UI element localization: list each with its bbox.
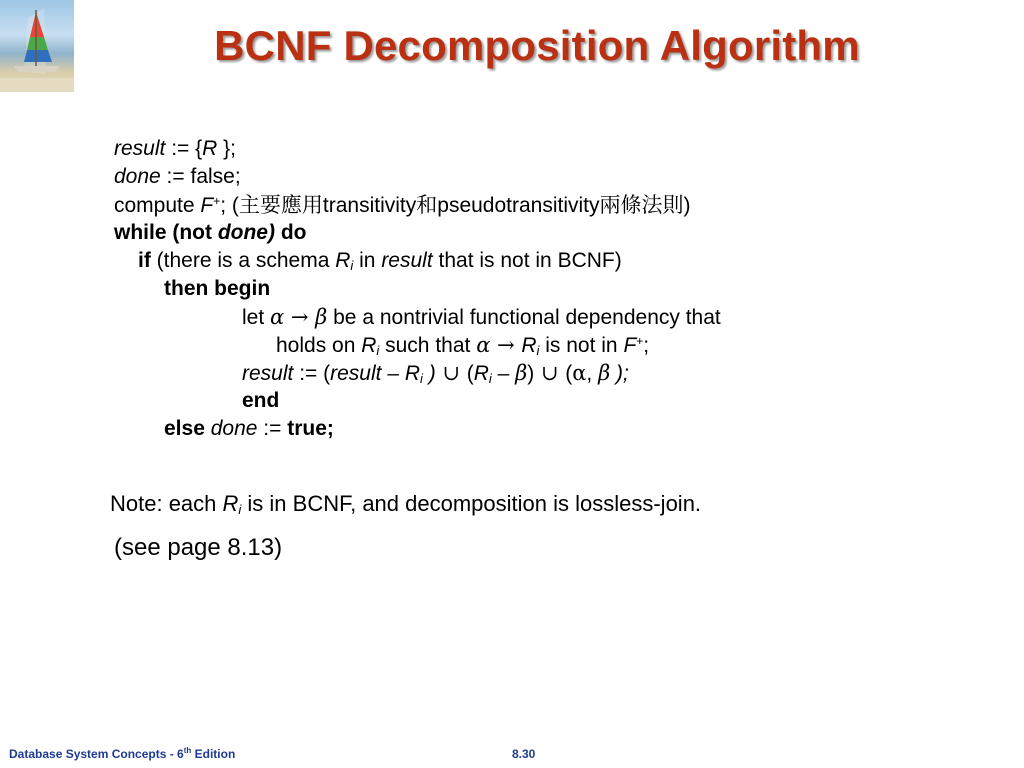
text: := false; [160,165,241,188]
superscript: th [183,746,192,755]
text: holds on [276,334,362,357]
text: ; [643,334,650,357]
subscript-i: i [536,343,540,358]
beta-symbol: β [515,361,528,385]
slide-title: BCNF Decomposition Algorithm [214,22,860,69]
text: := ( [293,362,331,385]
text: Edition [191,747,236,761]
text: , [586,362,599,385]
cjk-text: 兩條法則 [599,193,684,217]
text: that is not in BCNF) [432,249,622,272]
text: be a nontrivial functional dependency that [327,306,721,329]
text: ( [466,362,474,385]
keyword-then-begin: then begin [164,277,271,300]
see-page-reference: (see page 8.13) [114,534,283,561]
var-done: done) [217,221,275,244]
var-result: result [114,137,166,160]
text: ) [527,362,535,385]
text: ) [683,194,691,217]
text: Note: each [110,491,223,516]
algo-line-1 [114,135,721,163]
text: (there is a schema [150,249,336,272]
text: is not in [539,334,624,357]
subscript-i: i [238,502,242,517]
alpha-symbol: α [572,361,587,385]
text: := [257,417,288,440]
text: Database System Concepts - 6 [9,747,184,761]
arrow-symbol: → [284,305,316,329]
subscript-i: i [376,343,380,358]
var-F: F [200,194,214,217]
var-R: R [521,334,537,357]
algo-line-8 [114,331,721,359]
algo-line-7 [114,303,721,331]
union-symbol: ∪ [435,361,467,385]
algo-line-4 [114,219,721,247]
text: compute [114,194,201,217]
closure-plus: + [213,194,221,208]
keyword-if: if [138,249,151,272]
algo-line-11 [114,415,721,443]
cjk-text: 主要應用 [238,193,323,217]
keyword-end: end [242,389,280,412]
algo-line-6 [114,275,721,303]
var-R: R [202,137,218,160]
subscript-i: i [350,258,354,273]
beta-symbol: β [315,305,328,329]
text: ( [565,362,573,385]
text: such that [379,334,477,357]
keyword-do: do [274,221,307,244]
closure-plus: + [636,334,644,348]
var-R: R [404,362,421,385]
beta-symbol: β [598,361,611,385]
text: pseudotransitivity [437,194,600,217]
algo-line-2 [114,163,721,191]
subscript-i: i [420,371,423,386]
slide-number: 8.30 [512,747,536,761]
var-R: R [222,491,239,516]
keyword-while: while (not [114,221,218,244]
algorithm-pseudocode [114,135,721,443]
minus-symbol: – [491,362,516,385]
algo-line-9 [114,359,721,387]
var-F: F [623,334,637,357]
text: ) [422,362,436,385]
text: ); [610,362,629,385]
note-text [110,491,701,517]
var-done: done [204,417,258,440]
algo-line-5 [114,247,721,275]
keyword-else: else [164,417,205,440]
text: transitivity [322,194,417,217]
text: ; ( [220,194,239,217]
var-result: result [330,362,382,385]
var-R: R [473,362,489,385]
algo-line-3 [114,191,721,219]
footer-book-title [9,747,235,761]
text: }; [217,137,236,160]
keyword-true: true; [287,417,334,440]
var-result: result [242,362,294,385]
algo-line-10 [114,387,721,415]
var-R: R [361,334,377,357]
var-R: R [335,249,351,272]
text: let [242,306,271,329]
alpha-symbol: α [476,333,491,357]
text: in [353,249,382,272]
text: := { [165,137,203,160]
union-symbol: ∪ [534,361,566,385]
arrow-symbol: → [490,333,522,357]
var-result: result [381,249,433,272]
var-done: done [114,165,161,188]
text: is in BCNF, and decomposition is lossless-join. [241,491,702,516]
minus-symbol: – [381,362,405,385]
subscript-i: i [488,371,492,386]
alpha-symbol: α [270,305,285,329]
cjk-text: 和 [416,193,438,217]
